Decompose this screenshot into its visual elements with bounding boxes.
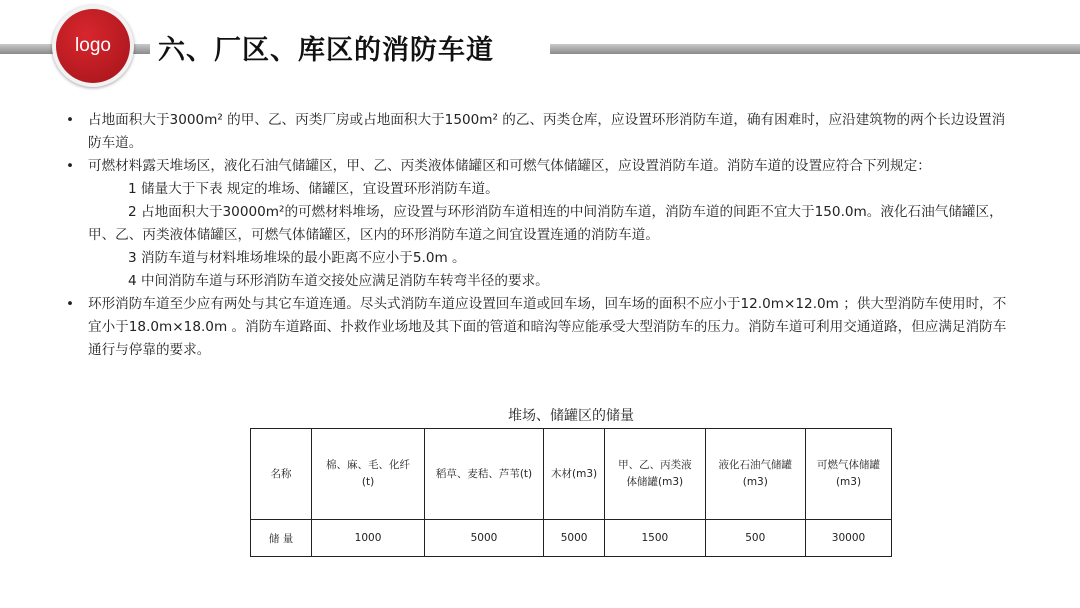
- sub-item-1: 1 储量大于下表 规定的堆场、储罐区，宜设置环形消防车道。: [128, 181, 499, 197]
- table-cell: 5000: [544, 520, 605, 557]
- paragraph-3: • 环形消防车道至少应有两处与其它车道连通。尽头式消防车道应设置回车道或回车场，回车场的面积不应小于12.0m×12.0m ；供大型消防车使用时，不宜小于18.0m×18.0m 。消防车道路面、扑救作业场地及其下面的管道和暗沟等应能承受大型消防车的压力。消防车道可利用交通道路，但应满足消防车通行与停靠的要求。: [66, 293, 1016, 362]
- sub-item-2: 2 占地面积大于30000m²的可燃材料堆场，应设置与环形消防车道相连的中间消防车道，消防车道的间距不宜大于150.0m。液化石油气储罐区，甲、乙、丙类液体储罐区，可燃气体储罐区，区内的环形消防车道之间宜设置连通的消防车道。: [88, 204, 1003, 243]
- storage-table: [250, 428, 892, 557]
- header-cell: 棉、麻、毛、化纤 (t): [312, 429, 425, 520]
- table-row: [251, 520, 892, 557]
- sub-item-4: 4 中间消防车道与环形消防车道交接处应满足消防车转弯半径的要求。: [128, 273, 549, 289]
- table-cell: 1000: [312, 520, 425, 557]
- header-cell: 甲、乙、丙类液 体储罐(m3): [605, 429, 705, 520]
- header-cell: 名称: [251, 429, 312, 520]
- table-cell: 500: [705, 520, 805, 557]
- table-cell: 5000: [424, 520, 543, 557]
- header-cell: 木材(m3): [544, 429, 605, 520]
- header-cell: 稻草、麦秸、芦苇(t): [424, 429, 543, 520]
- logo: logo: [56, 9, 130, 83]
- header-cell: 可燃气体储罐 (m3): [806, 429, 892, 520]
- table-header-row: [251, 429, 892, 520]
- header-cell: 液化石油气储罐 (m3): [705, 429, 805, 520]
- sub-item-3: 3 消防车道与材料堆场堆垛的最小距离不应小于5.0m 。: [128, 250, 466, 266]
- table-title: 堆场、储罐区的储量: [508, 408, 634, 424]
- table-cell: 30000: [806, 520, 892, 557]
- paragraph-2: • 可燃材料露天堆场区，液化石油气储罐区，甲、乙、丙类液体储罐区和可燃气体储罐区，应设置消防车道。消防车道的设置应符合下列规定：: [66, 155, 1016, 178]
- table-cell: 1500: [605, 520, 705, 557]
- content: [66, 109, 1016, 362]
- table-cell: 储 量: [251, 520, 312, 557]
- paragraph-1: • 占地面积大于3000m² 的甲、乙、丙类厂房或占地面积大于1500m² 的乙、丙类仓库，应设置环形消防车道，确有困难时，应沿建筑物的两个长边设置消防车道。: [66, 109, 1016, 155]
- page-title: 六、厂区、库区的消防车道: [158, 35, 494, 66]
